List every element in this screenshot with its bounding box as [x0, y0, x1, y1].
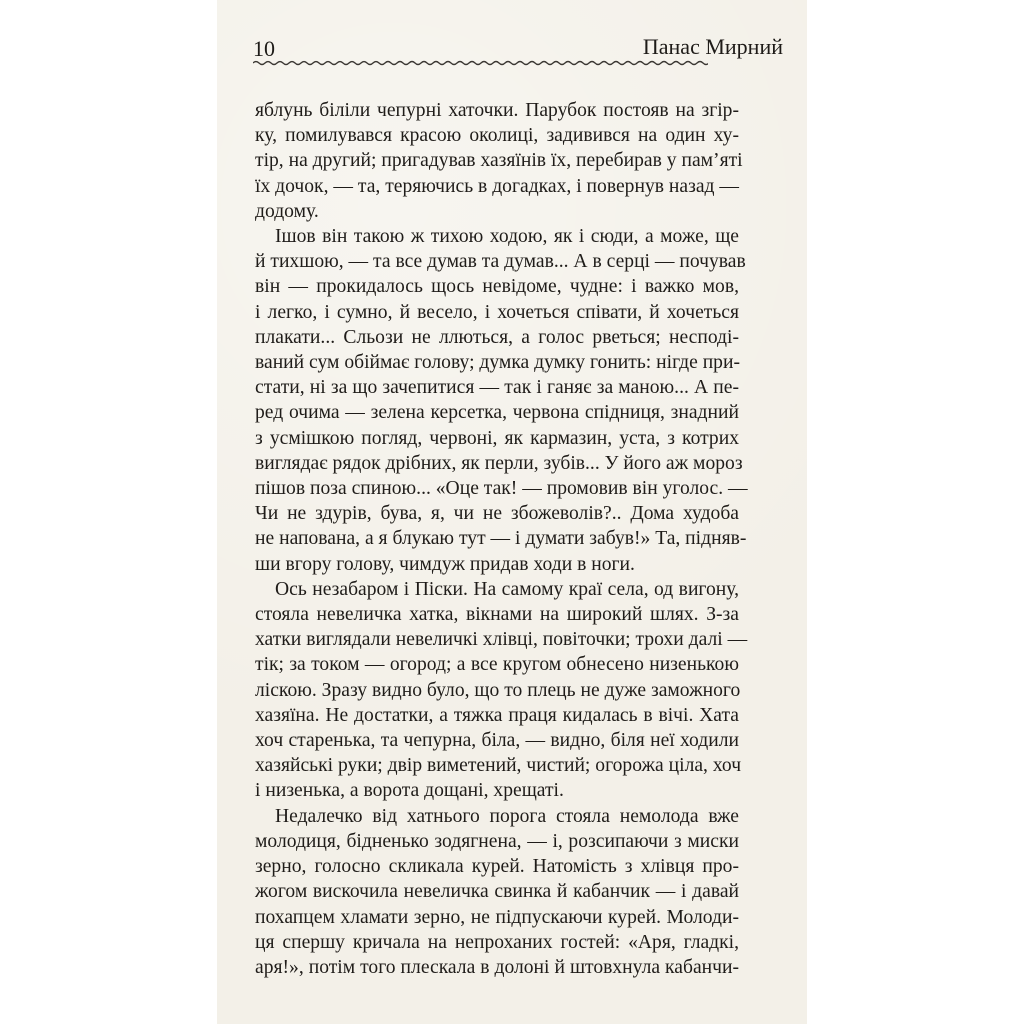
- text-line: стояла невеличка хатка, вікнами на широкий шлях. З-за: [255, 604, 739, 626]
- text-line: додому.: [255, 200, 319, 222]
- text-line: з усмішкою погляд, червоні, як кармазин, уста, з котрих: [255, 427, 739, 449]
- text-line: і легко, і сумно, й весело, і хочеться співати, й хочеться: [255, 301, 739, 323]
- text-line: хоч старенька, та чепурна, біла, — видно, біля неї ходили: [255, 730, 739, 752]
- text-line: ши вгору голову, чимдуж придав ходи в ноги.: [255, 553, 635, 575]
- text-line: ред очима — зелена керсетка, червона спідниця, знадний: [255, 402, 739, 424]
- text-line: він — прокидалось щось невідоме, чудне: і важко мов,: [255, 276, 739, 298]
- text-line: ку, помилувався красою околиці, задивився на один ху-: [255, 125, 739, 147]
- text-line: не напована, а я блукаю тут — і думати забув!» Та, підняв-: [255, 528, 747, 550]
- text-line: Ішов він такою ж тихою ходою, як і сюди, а може, ще: [275, 226, 739, 248]
- text-line: й тихшою, — та все думав та думав... А в серці — почував: [255, 251, 746, 273]
- text-line: похапцем хламати зерно, не підпускаючи курей. Молоди-: [255, 906, 739, 928]
- text-line: ваний сум обіймає голову; думка думку гонить: нігде при-: [255, 352, 740, 374]
- paragraph: [255, 577, 748, 804]
- text-line: Чи не здурів, бува, я, чи не збожеволів?.. Дома худоба: [255, 503, 739, 525]
- page-header: [253, 30, 783, 60]
- body-text: [255, 98, 748, 980]
- text-line: хазяйські руки; двір виметений, чистий; огорожа ціла, хоч: [255, 755, 742, 777]
- text-line: їх дочок, — та, теряючись в догадках, і повернув назад —: [255, 175, 739, 197]
- text-line: яблунь біліли чепурні хаточки. Парубок постояв на згір-: [255, 100, 739, 121]
- text-line: виглядає рядок дрібних, як перли, зубів... У його аж мороз: [255, 452, 743, 474]
- text-line: стати, ні за що зачепитися — так і ганяє за маною... А пе-: [255, 377, 739, 399]
- text-line: ця спершу кричала на непроханих гостей: «Аря, гладкі,: [255, 931, 739, 953]
- page-number: 10: [253, 36, 275, 61]
- text-line: молодиця, бідненько зодягнена, — і, розсипаючи з миски: [255, 830, 739, 852]
- text-line: ліскою. Зразу видно було, що то плець не дуже заможного: [255, 679, 741, 701]
- text-line: жогом вискочила невеличка свинка й кабанчик — і давай: [255, 881, 739, 903]
- text-line: хазяїна. Не достатки, а тяжка праця кидалась в вічі. Хата: [255, 704, 739, 726]
- text-line: Недалечко від хатнього порога стояла немолода вже: [275, 805, 739, 827]
- text-line: і низенька, а ворота дощані, хрещаті.: [255, 780, 564, 802]
- running-head-author: Панас Мирний: [642, 34, 783, 59]
- paragraph: [255, 98, 743, 224]
- text-line: тік; за током — огород; а все кругом обнесено низенькою: [255, 654, 739, 676]
- text-line: хатки виглядали невеличкі хлівці, повіточки; трохи далі —: [255, 629, 748, 651]
- text-line: тір, на другий; пригадував хазяїнів їх, перебирав у пам’яті: [255, 150, 743, 172]
- text-line: аря!», потім того плескала в долоні й штовхнула кабанчи-: [255, 956, 739, 978]
- text-line: зерно, голосно скликала курей. Натомість з хлівця про-: [255, 856, 739, 878]
- text-line: Ось незабаром і Піски. На самому краї села, од вигону,: [275, 578, 739, 600]
- book-page: [217, 0, 807, 1024]
- paragraph: [255, 804, 739, 980]
- paragraph: [255, 224, 748, 577]
- text-line: плакати... Сльози не ллються, а голос рветься; несподі-: [255, 326, 739, 348]
- wavy-divider-ornament: [253, 57, 708, 69]
- text-line: пішов поза спиною... «Оце так! — промовив він уголос. —: [255, 478, 748, 500]
